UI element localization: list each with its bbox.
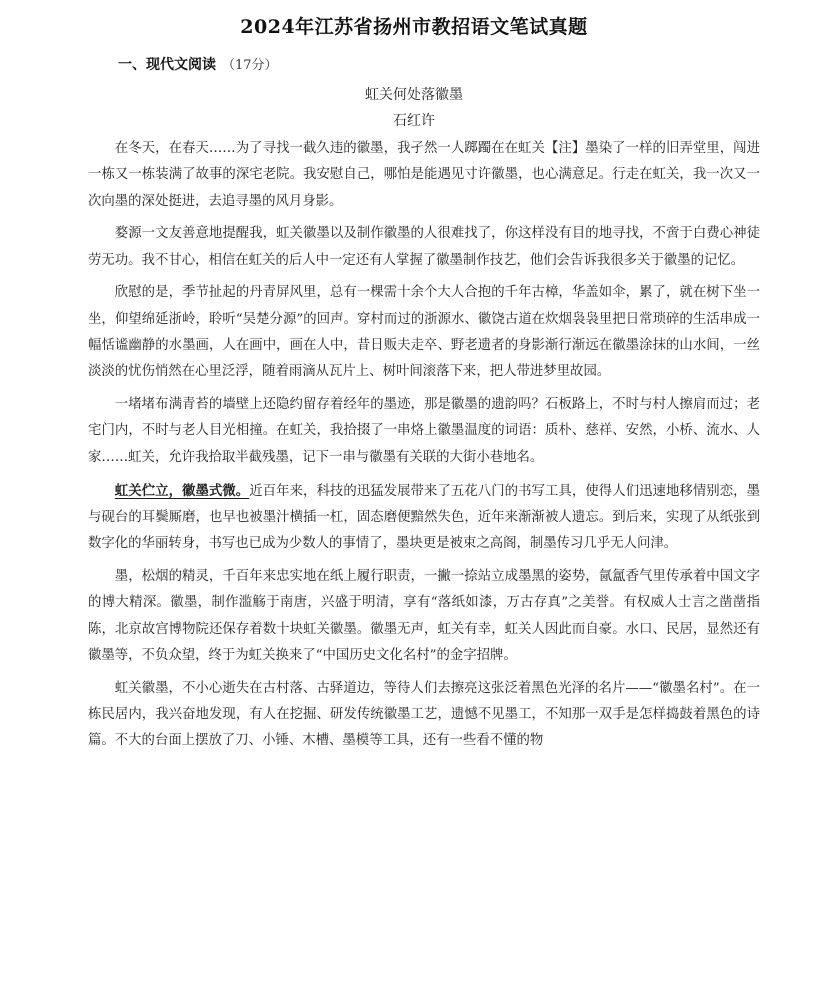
paragraph-text: 在冬天，在春天……为了寻找一截久违的徽墨，我孑然一人踯躅在在虹关【注】墨染了一样的旧弄堂里，闯进一栋又一栋装满了故事的深宅老院。我安慰自己，哪怕是能遇见寸许徽墨，也心满意足。行走在虹关，我一次又一次向墨的深处挺进，去追寻墨的风月身影。 <box>88 141 760 209</box>
paragraph-text: 一堵堵布满青苔的墙壁上还隐约留存着经年的墨迹，那是徽墨的遗韵吗？石板路上，不时与村人擦肩而过；老宅门内，不时与老人目光相撞。在虹关，我拾掇了一串烙上徽墨温度的词语：质朴、慈祥、安然，小桥、流水、人家……虹关，允许我拾取半截残墨，记下一串与徽墨有关联的大街小巷地名。 <box>88 397 760 465</box>
paragraph-text: 欣慰的是，季节扯起的丹青屏风里，总有一棵需十余个大人合抱的千年古樟，华盖如伞，累了，就在树下坐一坐，仰望绵延浙岭，聆听“吴楚分源”的回声。穿村而过的浙源水、徽饶古道在炊烟袅袅里把日常琐碎的生活串成一幅恬谧幽静的水墨画，人在画中，画在人中，昔日贩夫走卒、野老遗者的身影渐行渐远在徽墨涂抹的山水间，一丝淡淡的忧伤悄然在心里泛浮，随着雨滴从瓦片上、树叶间滚落下来，把人带进梦里故园。 <box>88 285 760 380</box>
document-title: 2024年江苏省扬州市教招语文笔试真题 <box>240 16 588 38</box>
paragraph <box>88 564 760 669</box>
paragraph <box>88 676 760 755</box>
section-score: （17分） <box>222 58 278 73</box>
paragraph <box>88 478 760 558</box>
emphasized-lead: 虹关伫立，徽墨式微。 <box>114 482 250 499</box>
paragraph-text: 近百年来，科技的迅猛发展带来了五花八门的书写工具，使得人们迅速地移情别恋，墨与砚台的耳鬓厮磨，也早也被墨汁横插一杠，固态磨便黯然失色，近年来渐渐被人遗忘。到后来，实现了从纸张到数字化的华丽转身，书写也已成为少数人的事情了，墨块更是被束之高阁，制墨传习几乎无人问津。 <box>88 483 761 552</box>
article-title: 虹关何处落徽墨 <box>365 87 463 103</box>
article-body <box>88 136 760 761</box>
paragraph <box>88 136 760 215</box>
section-heading <box>118 54 278 74</box>
paragraph <box>88 221 760 274</box>
paragraph-text: 虹关徽墨，不小心逝失在古村落、古驿道边，等待人们去擦亮这张泛着黑色光泽的名片——“徽墨名村”。在一栋民居内，我兴奋地发现，有人在挖掘、研发传统徽墨工艺，遗憾不见墨工，不知那一双手是怎样捣鼓着黑色的诗篇。不大的台面上摆放了刀、小锤、木槽、墨模等工具，还有一些看不懂的物 <box>88 680 760 749</box>
paragraph <box>88 280 760 385</box>
paragraph-text: 婺源一文友善意地提醒我，虹关徽墨以及制作徽墨的人很难找了，你这样没有目的地寻找，不啻于白费心神徒劳无功。我不甘心，相信在虹关的后人中一定还有人掌握了徽墨制作技艺，他们会告诉我很多关于徽墨的记忆。 <box>88 226 760 268</box>
article-author: 石红许 <box>393 113 435 129</box>
section-heading-label: 一、现代文阅读 <box>118 57 216 73</box>
paragraph-text: 墨，松烟的精灵，千百年来忠实地在纸上履行职责，一撇一捺站立成墨黑的姿势，氤氲香气里传承着中国文字的博大精深。徽墨，制作滥觞于南唐，兴盛于明清，享有“落纸如漆，万古存真”之美誉。有权威人士言之凿凿指陈，北京故宫博物院还保存着数十块虹关徽墨。徽墨无声，虹关有幸，虹关人因此而自豪。水口、民居，显然还有徽墨等，不负众望，终于为虹关换来了“中国历史文化名村”的金字招牌。 <box>88 568 760 663</box>
paragraph <box>88 392 760 471</box>
